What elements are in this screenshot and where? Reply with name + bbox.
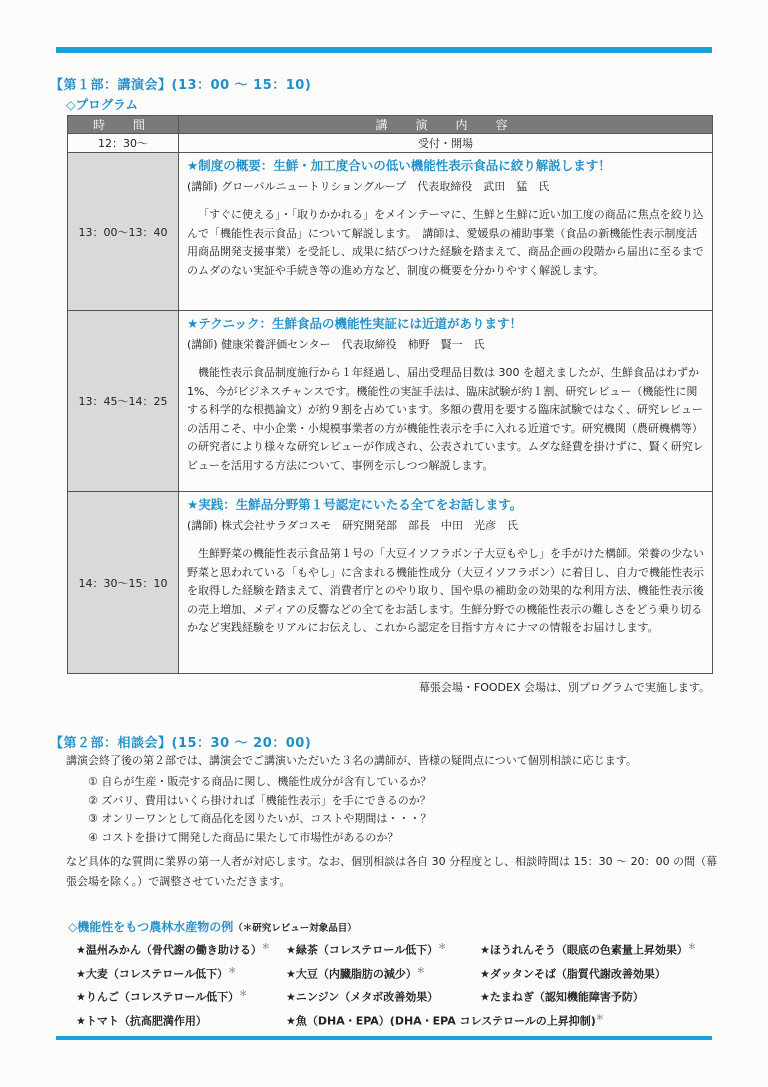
session-description: 機能性表示食品制度施行から１年経過し、届出受理品目数は 300 を超えましたが、生鮮食品はわずか 1%、今がビジネスチャンスです。機能性の実証手法は、臨床試験が約１割、研究レビュー（機能性に関する科学的な根拠論文）が約９割を占めています。多額の費用を要する臨床試験ではなく、研究レビューの活用こそ、中小企業・小規模事業者の方が機能性表示を手に入れる近道です。研究機関（農研機構等）の研究者により様々な研究レビューが作成され、公表されています。ムダな経費を掛けずに、賢く研究レビューを活用する方法について、事例を示しつつ解説します。 — [187, 366, 704, 472]
table-header-row — [68, 116, 713, 134]
session-speaker: (講師) グローバルニュートリショングループ 代表取締役 武田 猛 氏 — [187, 179, 550, 193]
part2-intro: 講演会終了後の第２部では、講演会でご講演いただいた３名の講師が、皆様の疑問点について個別相談に応じます。 — [66, 754, 637, 767]
products-heading — [68, 918, 357, 935]
program-table — [67, 115, 713, 674]
list-item: ★大麦（コレステロール低下）＊ — [76, 965, 237, 981]
reception-text: 受付・開場 — [179, 134, 713, 153]
list-item: ★ニンジン（メタボ改善効果） — [286, 990, 439, 1004]
session-title: ★実践：生鮮品分野第１号認定にいたる全てをお話します。 — [187, 497, 523, 512]
session-description: 「すぐに使える」・「取りかかれる」をメインテーマに、生鮮と生鮮に近い加工度の商品に焦点を絞り込んで「機能性表示食品」について解説します。 講師は、愛媛県の補助事業（食品の新機能性表示制度活用商品開発支援事業）を受託し、成果に結びつけた経験を踏まえて、商品企画の段階から届出に至るまでのムダのない実証や手続き等の進め方など、制度の概要を分かりやすく解説します。 — [187, 208, 704, 277]
list-item: ★トマト（抗高肥満作用） — [76, 1014, 207, 1028]
program-label: ◇プログラム — [66, 97, 138, 112]
venue-note: 幕張会場・FOODEX 会場は、別プログラムで実施します。 — [418, 681, 710, 694]
reception-row — [68, 134, 713, 153]
part1-heading: 【第１部：講演会】(13：00 〜 15：10) — [50, 78, 312, 93]
part2-closing: など具体的な質問に業界の第一人者が対応します。なお、個別相談は各自 30 分程度とし、相談時間は 15：30 〜 20：00 の間（幕張会場を除く。）で調整させていただきます。 — [66, 855, 718, 888]
session-row — [68, 311, 713, 492]
session-row — [68, 492, 713, 674]
list-item: ③ オンリーワンとして商品化を図りたいが、コストや期間は・・・？ — [88, 812, 432, 825]
bottom-rule — [56, 1036, 712, 1040]
session-speaker: (講師) 株式会社サラダコスモ 研究開発部 部長 中田 光彦 氏 — [187, 518, 518, 532]
session-time: 13：00〜13：40 — [68, 153, 179, 311]
list-item: ★緑茶（コレステロール低下）＊ — [286, 942, 447, 957]
session-content — [179, 492, 713, 674]
question-list — [88, 773, 431, 847]
session-title: ★制度の概要：生鮮・加工度合いの低い機能性表示食品に絞り解説します！ — [187, 158, 611, 173]
review-mark: ＊ — [239, 989, 248, 999]
header-content: 講 演 内 容 — [179, 116, 713, 134]
review-mark: ＊ — [416, 965, 425, 975]
session-speaker: (講師) 健康栄養評価センター 代表取締役 柿野 賢一 氏 — [187, 337, 485, 351]
list-item: ★魚（DHA・EPA）(DHA・EPA コレステロールの上昇抑制)＊ — [286, 1012, 604, 1028]
list-item: ④ コストを掛けて開発した商品に果たして市場性があるのか？ — [88, 830, 399, 844]
products-note: （＊研究レビュー対象品目） — [233, 923, 357, 934]
review-mark: ＊ — [595, 1012, 604, 1022]
session-time: 14：30〜15：10 — [68, 492, 179, 674]
reception-time: 12：30〜 — [68, 134, 179, 153]
review-mark: ＊ — [228, 965, 237, 975]
session-content — [179, 153, 713, 311]
part2-heading: 【第２部：相談会】(15：30 〜 20：00) — [50, 736, 312, 751]
review-mark: ＊ — [261, 942, 270, 951]
session-title: ★テクニック：生鮮食品の機能性実証には近道があります！ — [187, 316, 522, 331]
list-item: ① 自らが生産・販売する商品に関し、機能性成分が含有しているか？ — [88, 775, 432, 788]
products-list — [76, 938, 716, 1031]
list-item: ★大豆（内臓脂肪の減少）＊ — [286, 965, 425, 981]
top-rule — [56, 47, 712, 53]
session-description: 生鮮野菜の機能性表示食品第１号の「大豆イソフラボン子大豆もやし」を手がけた構師。栄養の少ない野菜と思われている「もやし」に含まれる機能性成分（大豆イソフラボン）に着目し、自力で機能性表示を取得した経験を踏まえて、消費者庁とのやり取り、国や県の補助金の効果的な利用方法、機能性表示後の売上増加、メディアの反響などの全てをお話します。生鮮分野での機能性表示の難しさをどう乗り切るかなど実践経験をリアルにお伝えし、これから認定を目指す方々にナマの情報をお届けします。 — [187, 547, 704, 634]
list-item: ② ズバリ、費用はいくら掛ければ「機能性表示」を手にできるのか？ — [88, 793, 431, 807]
review-mark: ＊ — [687, 942, 696, 951]
session-time: 13：45〜14：25 — [68, 311, 179, 492]
list-item: ★たまねぎ（認知機能障害予防） — [480, 990, 644, 1004]
products-title: ◇機能性をもつ農林水産物の例 — [68, 920, 234, 934]
list-item: ★ダッタンそば（脂質代謝改善効果） — [480, 967, 666, 981]
header-time: 時 間 — [68, 116, 179, 134]
list-item: ★りんご（コレステロール低下）＊ — [76, 989, 248, 1004]
list-item: ★温州みかん（骨代謝の働き助ける）＊ — [76, 942, 270, 957]
review-mark: ＊ — [438, 942, 447, 951]
list-item: ★ほうれんそう（眼底の色素量上昇効果）＊ — [480, 942, 696, 957]
session-row — [68, 153, 713, 311]
session-content — [179, 311, 713, 492]
